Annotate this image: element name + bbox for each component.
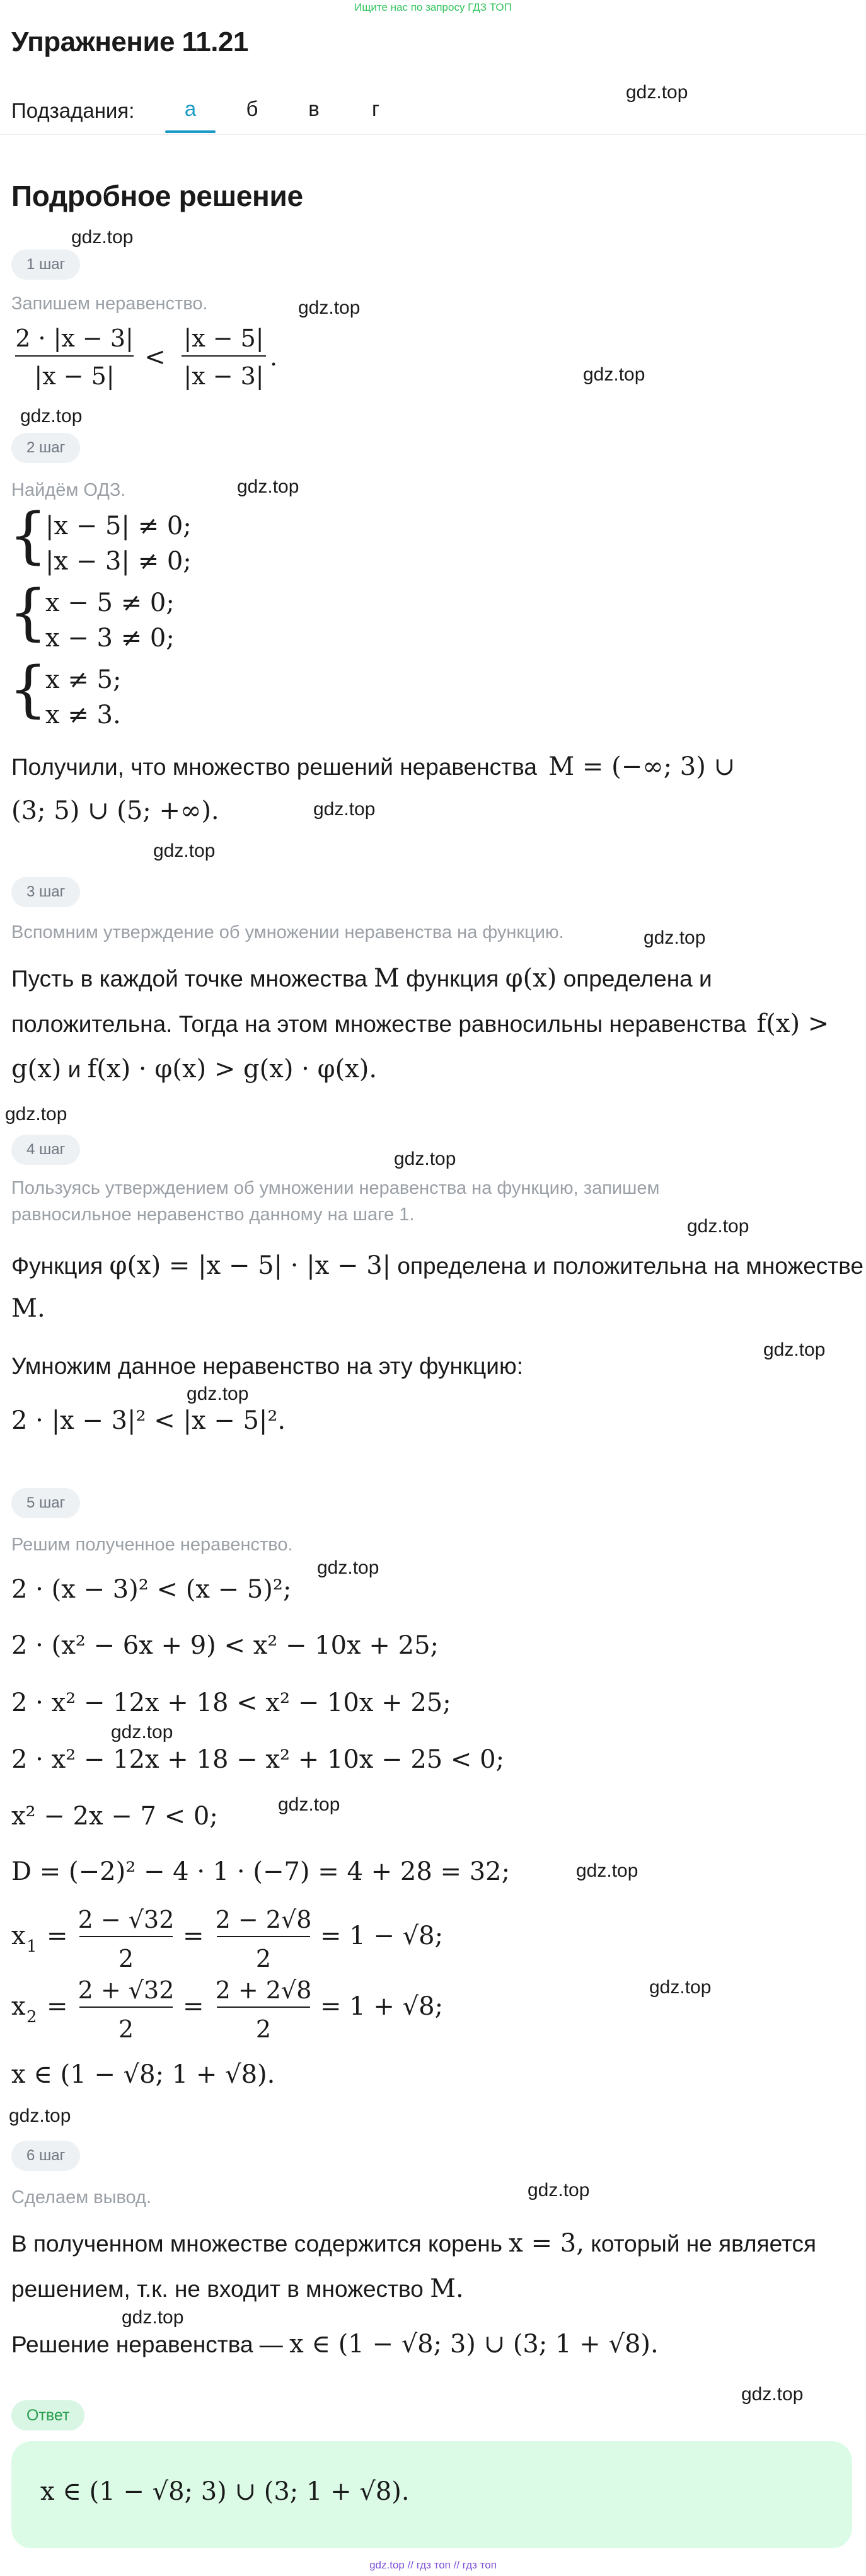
root-x1-formula [11, 1901, 490, 1977]
step-badge: 1 шаг [11, 249, 80, 280]
formula: M. [11, 1294, 45, 1323]
system-line: x ≠ 3. [45, 701, 121, 730]
formula: (3; 5) ∪ (5; +∞). [11, 796, 219, 825]
active-tab-indicator [165, 130, 216, 133]
solution-line: 2 · x² − 12x + 18 < x² − 10x + 25; [11, 1688, 451, 1717]
answer-value: x ∈ (1 − √8; 3) ∪ (3; 1 + √8). [40, 2477, 410, 2506]
watermark: gdz.top [153, 840, 216, 861]
formula: x ∈ (1 − √8; 3) ∪ (3; 1 + √8). [289, 2330, 659, 2359]
paragraph: Пусть в каждой точке множества M функция φ(x) определена и [11, 964, 712, 993]
section-title: Подробное решение [11, 180, 303, 212]
step-hint: равносильное неравенство данному на шаге 1. [11, 1205, 415, 1225]
step-hint: Запишем неравенство. [11, 294, 208, 314]
svg-text:2 · |x − 3|: 2 · |x − 3| [15, 324, 134, 352]
watermark: gdz.top [528, 2180, 590, 2201]
formula: x = 3, [509, 2229, 584, 2258]
paragraph: В полученном множестве содержится корень x = 3, который не является [11, 2229, 817, 2258]
solution-line: 2 · x² − 12x + 18 − x² + 10x − 25 < 0; [11, 1745, 505, 1774]
step-hint: Вспомним утверждение об умножении неравенства на функцию. [11, 922, 564, 942]
svg-text:|x − 5|: |x − 5| [183, 324, 264, 352]
svg-text:2 − 2√8: 2 − 2√8 [215, 1906, 312, 1933]
brace-icon: { [9, 500, 48, 571]
watermark: gdz.top [313, 799, 376, 820]
svg-text:= 1 + √8;: = 1 + √8; [320, 1992, 444, 2021]
tab-a[interactable]: а [184, 97, 197, 120]
watermark: gdz.top [20, 406, 83, 426]
step-hint: Сделаем вывод. [11, 2187, 152, 2207]
watermark: gdz.top [649, 1977, 712, 1998]
formula: 2 · |x − 3|² < |x − 5|². [11, 1406, 286, 1435]
step-hint: Решим полученное неравенство. [11, 1535, 293, 1555]
watermark: gdz.top [9, 2105, 71, 2126]
paragraph: Функция φ(x) = |x − 5| · |x − 3| определена и положительна на множестве [11, 1251, 864, 1280]
step-hint: Найдём ОДЗ. [11, 480, 126, 500]
formula: M = (−∞; 3) ∪ [548, 752, 736, 781]
watermark: gdz.top [394, 1148, 456, 1169]
svg-text:=: = [47, 1992, 68, 2021]
watermark: gdz.top [317, 1557, 379, 1578]
svg-text:=: = [47, 1921, 68, 1950]
solution-line: 2 · (x² − 6x + 9) < x² − 10x + 25; [11, 1631, 439, 1660]
paragraph: положительна. Тогда на этом множестве равносильны неравенства f(x) > [11, 1009, 829, 1038]
conclusion-text: Получили, что множество решений неравенства M = (−∞; 3) ∪ [11, 752, 736, 781]
formula: M [374, 964, 400, 993]
system-line: x − 5 ≠ 0; [45, 588, 175, 617]
svg-text:|x − 5|: |x − 5| [34, 362, 115, 390]
watermark: gdz.top [278, 1794, 340, 1815]
svg-text:2 − √32: 2 − √32 [78, 1906, 175, 1933]
brace-icon: { [9, 654, 48, 724]
watermark: gdz.top [237, 476, 299, 497]
solution-line: x² − 2x − 7 < 0; [11, 1802, 218, 1831]
svg-text:x: x [11, 1921, 26, 1950]
interval-line: x ∈ (1 − √8; 1 + √8). [11, 2060, 275, 2089]
svg-text:2: 2 [255, 1945, 272, 1972]
watermark: gdz.top [71, 227, 134, 248]
system-line: |x − 3| ≠ 0; [45, 547, 192, 576]
tab-g[interactable]: г [371, 97, 380, 120]
svg-text:2 + 2√8: 2 + 2√8 [215, 1976, 312, 2004]
svg-text:2: 2 [118, 2015, 134, 2043]
subtasks-label: Подзадания: [11, 99, 135, 122]
watermark: gdz.top [298, 297, 361, 318]
watermark: gdz.top [5, 1104, 67, 1125]
tab-b[interactable]: б [246, 97, 258, 120]
watermark: gdz.top [187, 1383, 249, 1404]
watermark: gdz.top [626, 82, 688, 103]
step-badge: 6 шаг [11, 2141, 80, 2171]
discriminant-line: D = (−2)² − 4 · 1 · (−7) = 4 + 28 = 32; [11, 1857, 511, 1886]
brace-icon: { [9, 577, 48, 648]
answer-badge: Ответ [11, 2400, 84, 2430]
tab-v[interactable]: в [308, 97, 320, 120]
system-line: x ≠ 5; [45, 665, 122, 694]
solution-line: 2 · (x − 3)² < (x − 5)²; [11, 1575, 292, 1604]
formula: M. [430, 2274, 464, 2303]
paragraph: Решение неравенства — x ∈ (1 − √8; 3) ∪ (3; 1 + √8). [11, 2330, 659, 2359]
system-line: |x − 5| ≠ 0; [45, 512, 192, 541]
formula: φ(x) [505, 964, 557, 993]
inequality-fraction-formula [11, 320, 301, 396]
divider [0, 134, 866, 135]
root-x1 [11, 1901, 490, 1980]
svg-text:2 + √32: 2 + √32 [78, 1976, 175, 2004]
page-title: Упражнение 11.21 [11, 26, 248, 57]
top-banner: Ищите нас по запросу ГДЗ ТОП [354, 1, 512, 13]
paragraph: решением, т.к. не входит в множество M. [11, 2274, 464, 2303]
svg-text:=: = [183, 1921, 204, 1950]
system-line: x − 3 ≠ 0; [45, 624, 175, 653]
step1-inequality [11, 320, 301, 399]
watermark: gdz.top [763, 1339, 826, 1360]
watermark: gdz.top [644, 927, 706, 948]
svg-text:=: = [183, 1992, 204, 2021]
formula: φ(x) = |x − 5| · |x − 3| [109, 1251, 391, 1280]
footer: gdz.top // гдз топ // гдз топ [369, 2559, 497, 2571]
watermark: gdz.top [576, 1860, 638, 1881]
watermark: gdz.top [111, 1722, 173, 1743]
formula: f(x) · φ(x) > g(x) · φ(x). [87, 1055, 378, 1084]
svg-text:1: 1 [26, 1937, 37, 1956]
paragraph: Умножим данное неравенство на эту функцию: [11, 1353, 523, 1379]
watermark: gdz.top [122, 2307, 184, 2328]
step-badge: 5 шаг [11, 1488, 80, 1518]
svg-text:.: . [270, 343, 278, 371]
watermark: gdz.top [687, 1216, 749, 1237]
step-badge: 3 шаг [11, 877, 80, 907]
svg-text:<: < [144, 343, 166, 372]
svg-text:x: x [11, 1992, 26, 2021]
svg-text:2: 2 [118, 1945, 134, 1972]
svg-text:2: 2 [26, 2008, 37, 2027]
watermark: gdz.top [741, 2384, 804, 2405]
root-x2 [11, 1972, 490, 2051]
formula: g(x) [11, 1055, 62, 1084]
svg-text:2: 2 [255, 2015, 272, 2043]
root-x2-formula [11, 1972, 490, 2047]
paragraph: g(x) и f(x) · φ(x) > g(x) · φ(x). [11, 1055, 378, 1084]
step-hint: Пользуясь утверждением об умножении неравенства на функцию, запишем [11, 1178, 660, 1198]
watermark: gdz.top [583, 364, 645, 385]
step-badge: 2 шаг [11, 433, 80, 463]
svg-text:= 1 − √8;: = 1 − √8; [320, 1921, 444, 1950]
svg-text:|x − 3|: |x − 3| [183, 362, 264, 390]
formula: f(x) > [756, 1009, 829, 1038]
step-badge: 4 шаг [11, 1135, 80, 1165]
